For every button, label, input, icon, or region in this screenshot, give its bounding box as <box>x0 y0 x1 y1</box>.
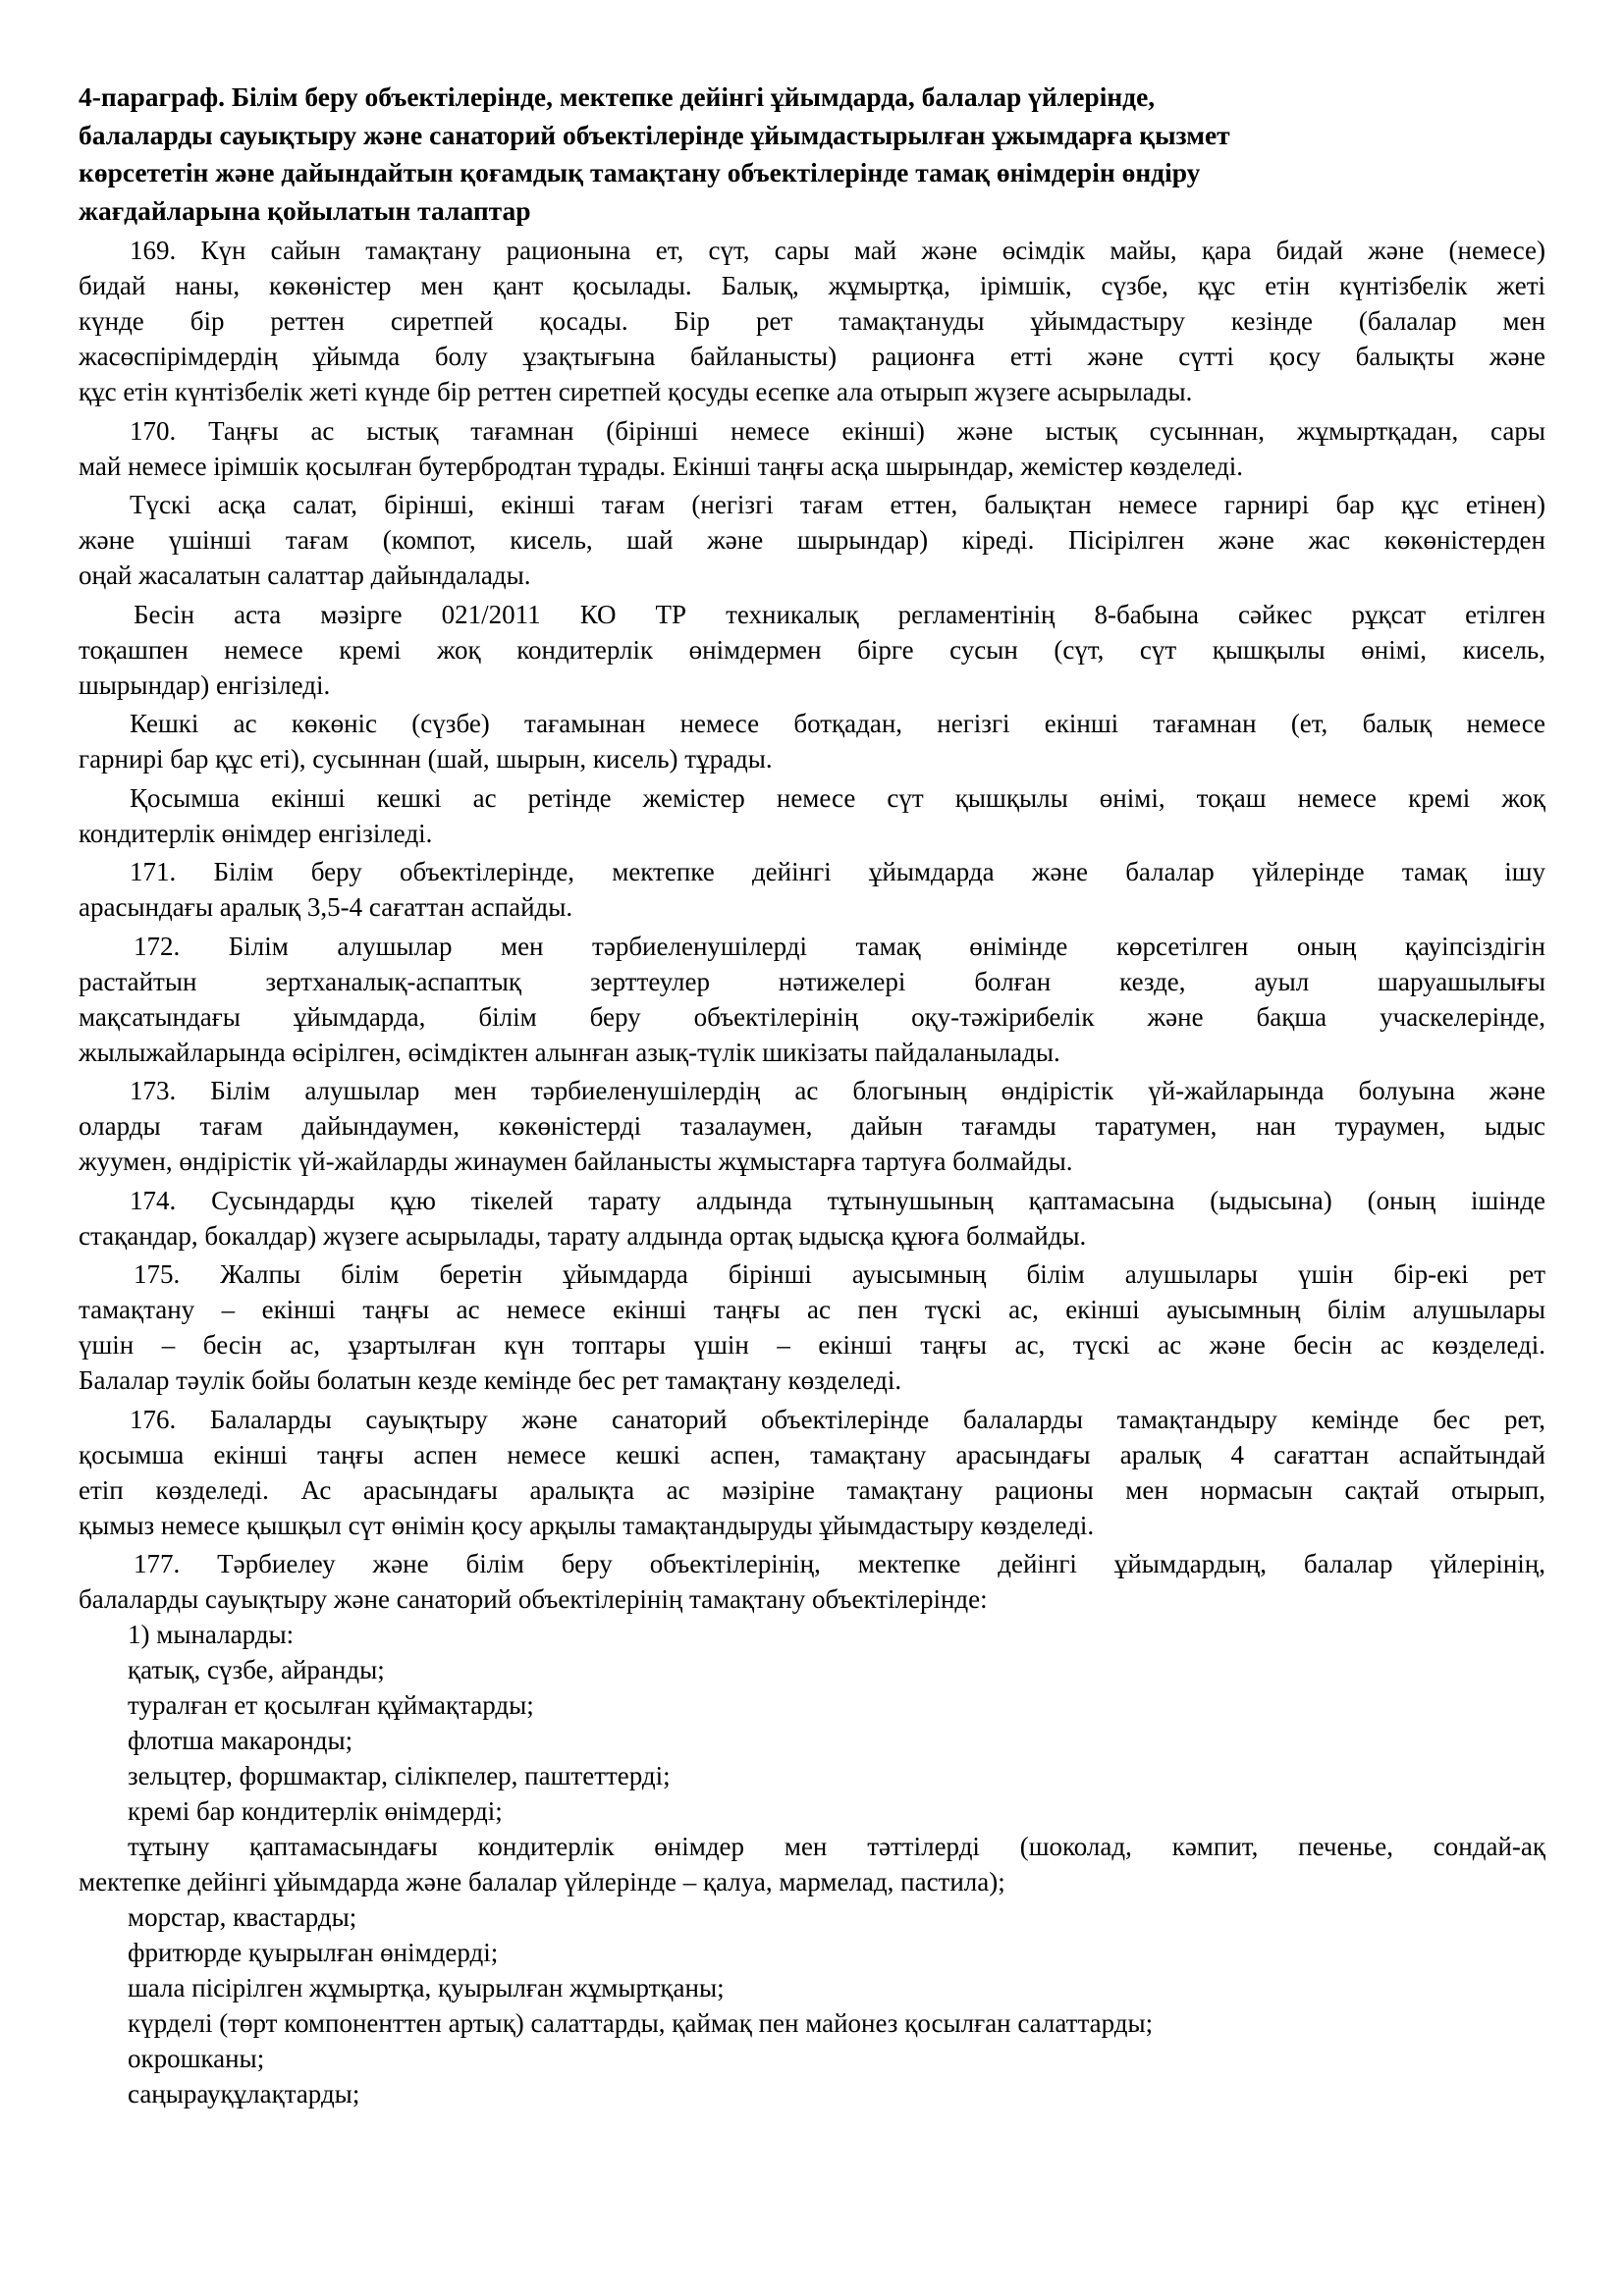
text-line: балаларды сауықтыру және санаторий объектілерінің тамақтану объектілерінде: <box>79 1584 988 1614</box>
text-line: Қосымша екінші кешкі ас ретінде жемістер немесе сүт қышқылы өнімі, тоқаш немесе кремі жоқ <box>130 782 1545 813</box>
list-item: тұтыну қаптамасындағы кондитерлік өнімдер мен тәттілерді (шоколад, кәмпит, печенье, сондай-ақ <box>128 1832 1545 1861</box>
text-line: 169. Күн сайын тамақтану рационына ет, сүт, сары май және өсімдік майы, қара бидай және (немесе) <box>130 236 1545 265</box>
text-line: Бесін аста мәзірге 021/2011 КО ТР техникалық регламентінің 8-бабына сәйкес рұқсат етілген <box>134 599 1545 629</box>
paragraph-171 <box>79 854 1545 925</box>
paragraph-second-dinner <box>79 780 1545 851</box>
paragraph-173 <box>79 1073 1545 1179</box>
document-page <box>79 79 1545 2111</box>
text-line: құс етін күнтізбелік жеті күнде бір реттен сиретпей қосуды есепке ала отырып жүзеге асырылады. <box>79 377 1193 406</box>
text-line: және үшінші тағам (компот, кисель, шай және шырындар) кіреді. Пісірілген және жас көкөністерден <box>79 525 1545 555</box>
list-item: флотша макаронды; <box>128 1726 353 1755</box>
text-line: үшін – бесін ас, ұзартылған күн топтары үшін – екінші таңғы ас, түскі ас және бесін ас көзделеді. <box>79 1330 1545 1360</box>
text-line: жылыжайларында өсірілген, өсімдіктен алынған азық-түлік шикізаты пайдаланылады. <box>79 1037 1060 1067</box>
section-heading <box>79 79 1545 230</box>
paragraph-lunch <box>79 487 1545 593</box>
list-item: күрделі (төрт компоненттен артық) салаттарды, қаймақ пен майонез қосылған салаттарды; <box>128 2008 1154 2038</box>
paragraph-170 <box>79 413 1545 484</box>
text-line: растайтын зертханалық-аспаптық зерттеулер нәтижелері болған кезде, ауыл шаруашылығы <box>79 966 1545 996</box>
text-line: Түскі асқа салат, бірінші, екінші тағам (негізгі тағам еттен, балықтан немесе гарнирі бар құс етінен) <box>130 490 1545 519</box>
text-line: жуумен, өндірістік үй-жайларды жинаумен байланысты жұмыстарға тартуға болмайды. <box>79 1147 1073 1176</box>
paragraph-174 <box>79 1183 1545 1254</box>
list-item: окрошканы; <box>128 2044 265 2073</box>
text-line: Кешкі ас көкөніс (сүзбе) тағамынан немесе ботқадан, негізгі екінші тағамнан (ет, балық немесе <box>130 709 1545 738</box>
text-line: қымыз немесе қышқыл сүт өнімін қосу арқылы тамақтандыруды ұйымдастыру көзделеді. <box>79 1510 1095 1540</box>
list-item: саңырауқұлақтарды; <box>128 2079 360 2109</box>
text-line: оларды тағам дайындаумен, көкөністерді тазалаумен, дайын тағамды таратумен, нан тураумен, ыдыс <box>79 1111 1545 1141</box>
paragraph-172 <box>79 929 1545 1070</box>
heading-line: көрсететін және дайындайтын қоғамдық тамақтану объектілерінде тамақ өнімдерін өндіру <box>79 157 1201 187</box>
prohibited-list <box>79 1617 1545 2111</box>
text-line: бидай наны, көкөністер мен қант қосылады. Балық, жұмыртқа, ірімшік, сүзбе, құс етін күнтізбелік жеті <box>79 271 1545 300</box>
text-line: 170. Таңғы ас ыстық тағамнан (бірінші немесе екінші) және ыстық сусыннан, жұмыртқадан, сары <box>130 415 1545 446</box>
list-item: қатық, сүзбе, айранды; <box>128 1655 385 1684</box>
text-line: май немесе ірімшік қосылған бутербродтан тұрады. Екінші таңғы асқа шырындар, жемістер көзделеді. <box>79 451 1244 481</box>
list-item: зельцтер, форшмактар, сілікпелер, паштеттерді; <box>128 1761 671 1790</box>
text-line: оңай жасалатын салаттар дайындалады. <box>79 561 531 590</box>
text-line: 173. Білім алушылар мен тәрбиеленушілердің ас блогының өндірістік үй-жайларында болуына және <box>130 1076 1545 1105</box>
list-item: кремі бар кондитерлік өнімдерді; <box>128 1796 503 1826</box>
document-body <box>79 233 1545 2111</box>
text-line: стақандар, бокалдар) жүзеге асырылады, тарату алдында ортақ ыдысқа құюға болмайды. <box>79 1220 1087 1251</box>
text-line: қосымша екінші таңғы аспен немесе кешкі аспен, тамақтану арасындағы аралық 4 сағаттан аспайтындай <box>79 1439 1545 1469</box>
text-line: Балалар тәулік бойы болатын кезде кемінде бес рет тамақтану көзделеді. <box>79 1365 902 1395</box>
text-line: 172. Білім алушылар мен тәрбиеленушілерді тамақ өнімінде көрсетілген оның қауіпсіздігін <box>134 931 1545 961</box>
text-line: 174. Сусындарды құю тікелей тарату алдында тұтынушының қаптамасына (ыдысына) (оның ішінде <box>130 1185 1545 1215</box>
text-line: 175. Жалпы білім беретін ұйымдарда бірінші ауысымның білім алушылары үшін бір-екі рет <box>134 1259 1545 1289</box>
text-line: шырындар) енгізіледі. <box>79 669 331 700</box>
paragraph-afternoon-snack <box>79 597 1545 703</box>
text-line: гарнирі бар құс еті), сусыннан (шай, шырын, кисель) тұрады. <box>79 744 773 774</box>
text-line: тамақтану – екінші таңғы ас немесе екінші таңғы ас пен түскі ас, екінші ауысымның білім алушылары <box>79 1295 1545 1324</box>
heading-line: жағдайларына қойылатын талаптар <box>79 194 531 226</box>
list-item: шала пісірілген жұмыртқа, қуырылған жұмыртқаны; <box>128 1973 725 2002</box>
text-line: мақсатындағы ұйымдарда, білім беру объектілерінің оқу-тәжірибелік және бақша учаскелерінде, <box>79 1001 1545 1032</box>
paragraph-169 <box>79 233 1545 409</box>
heading-line: балаларды сауықтыру және санаторий объектілерінде ұйымдастырылған ұжымдарға қызмет <box>79 119 1230 150</box>
list-item: морстар, квастарды; <box>128 1902 357 1932</box>
heading-line: 4-параграф. Білім беру объектілерінде, мектепке дейінгі ұйымдарда, балалар үйлерінде, <box>79 81 1156 112</box>
paragraph-177 <box>79 1546 1545 1617</box>
text-line: тоқашпен немесе кремі жоқ кондитерлік өнімдермен бірге сусын (сүт, сүт қышқылы өнімі, кисель, <box>79 634 1545 665</box>
text-line: кондитерлік өнімдер енгізіледі. <box>79 818 433 848</box>
text-line: 171. Білім беру объектілерінде, мектепке дейінгі ұйымдарда және балалар үйлерінде тамақ ішу <box>130 857 1545 886</box>
text-line: 176. Балаларды сауықтыру және санаторий объектілерінде балаларды тамақтандыру кемінде бес рет, <box>130 1404 1545 1434</box>
paragraph-dinner <box>79 706 1545 776</box>
list-intro: 1) мыналарды: <box>128 1620 295 1649</box>
list-item: фритюрде қуырылған өнімдерді; <box>128 1938 499 1967</box>
list-item-continuation: мектепке дейінгі ұйымдарда және балалар үйлерінде – қалуа, мармелад, пастила); <box>79 1867 1005 1896</box>
text-line: арасындағы аралық 3,5-4 сағаттан аспайды. <box>79 892 573 922</box>
paragraph-175 <box>79 1256 1545 1398</box>
text-line: етіп көзделеді. Ас арасындағы аралықта ас мәзіріне тамақтану рационы мен нормасын сақтай отырып, <box>79 1474 1545 1505</box>
text-line: жасөспірімдердің ұйымда болу ұзақтығына байланысты) рационға етті және сүтті қосу балықты және <box>79 342 1545 371</box>
paragraph-176 <box>79 1402 1545 1543</box>
text-line: күнде бір реттен сиретпей қосады. Бір рет тамақтануды ұйымдастыру кезінде (балалар мен <box>79 306 1545 336</box>
text-line: 177. Тәрбиелеу және білім беру объектілерінің, мектепке дейінгі ұйымдардың, балалар үйлерінің, <box>134 1549 1545 1578</box>
list-item: туралған ет қосылған құймақтарды; <box>128 1690 534 1720</box>
